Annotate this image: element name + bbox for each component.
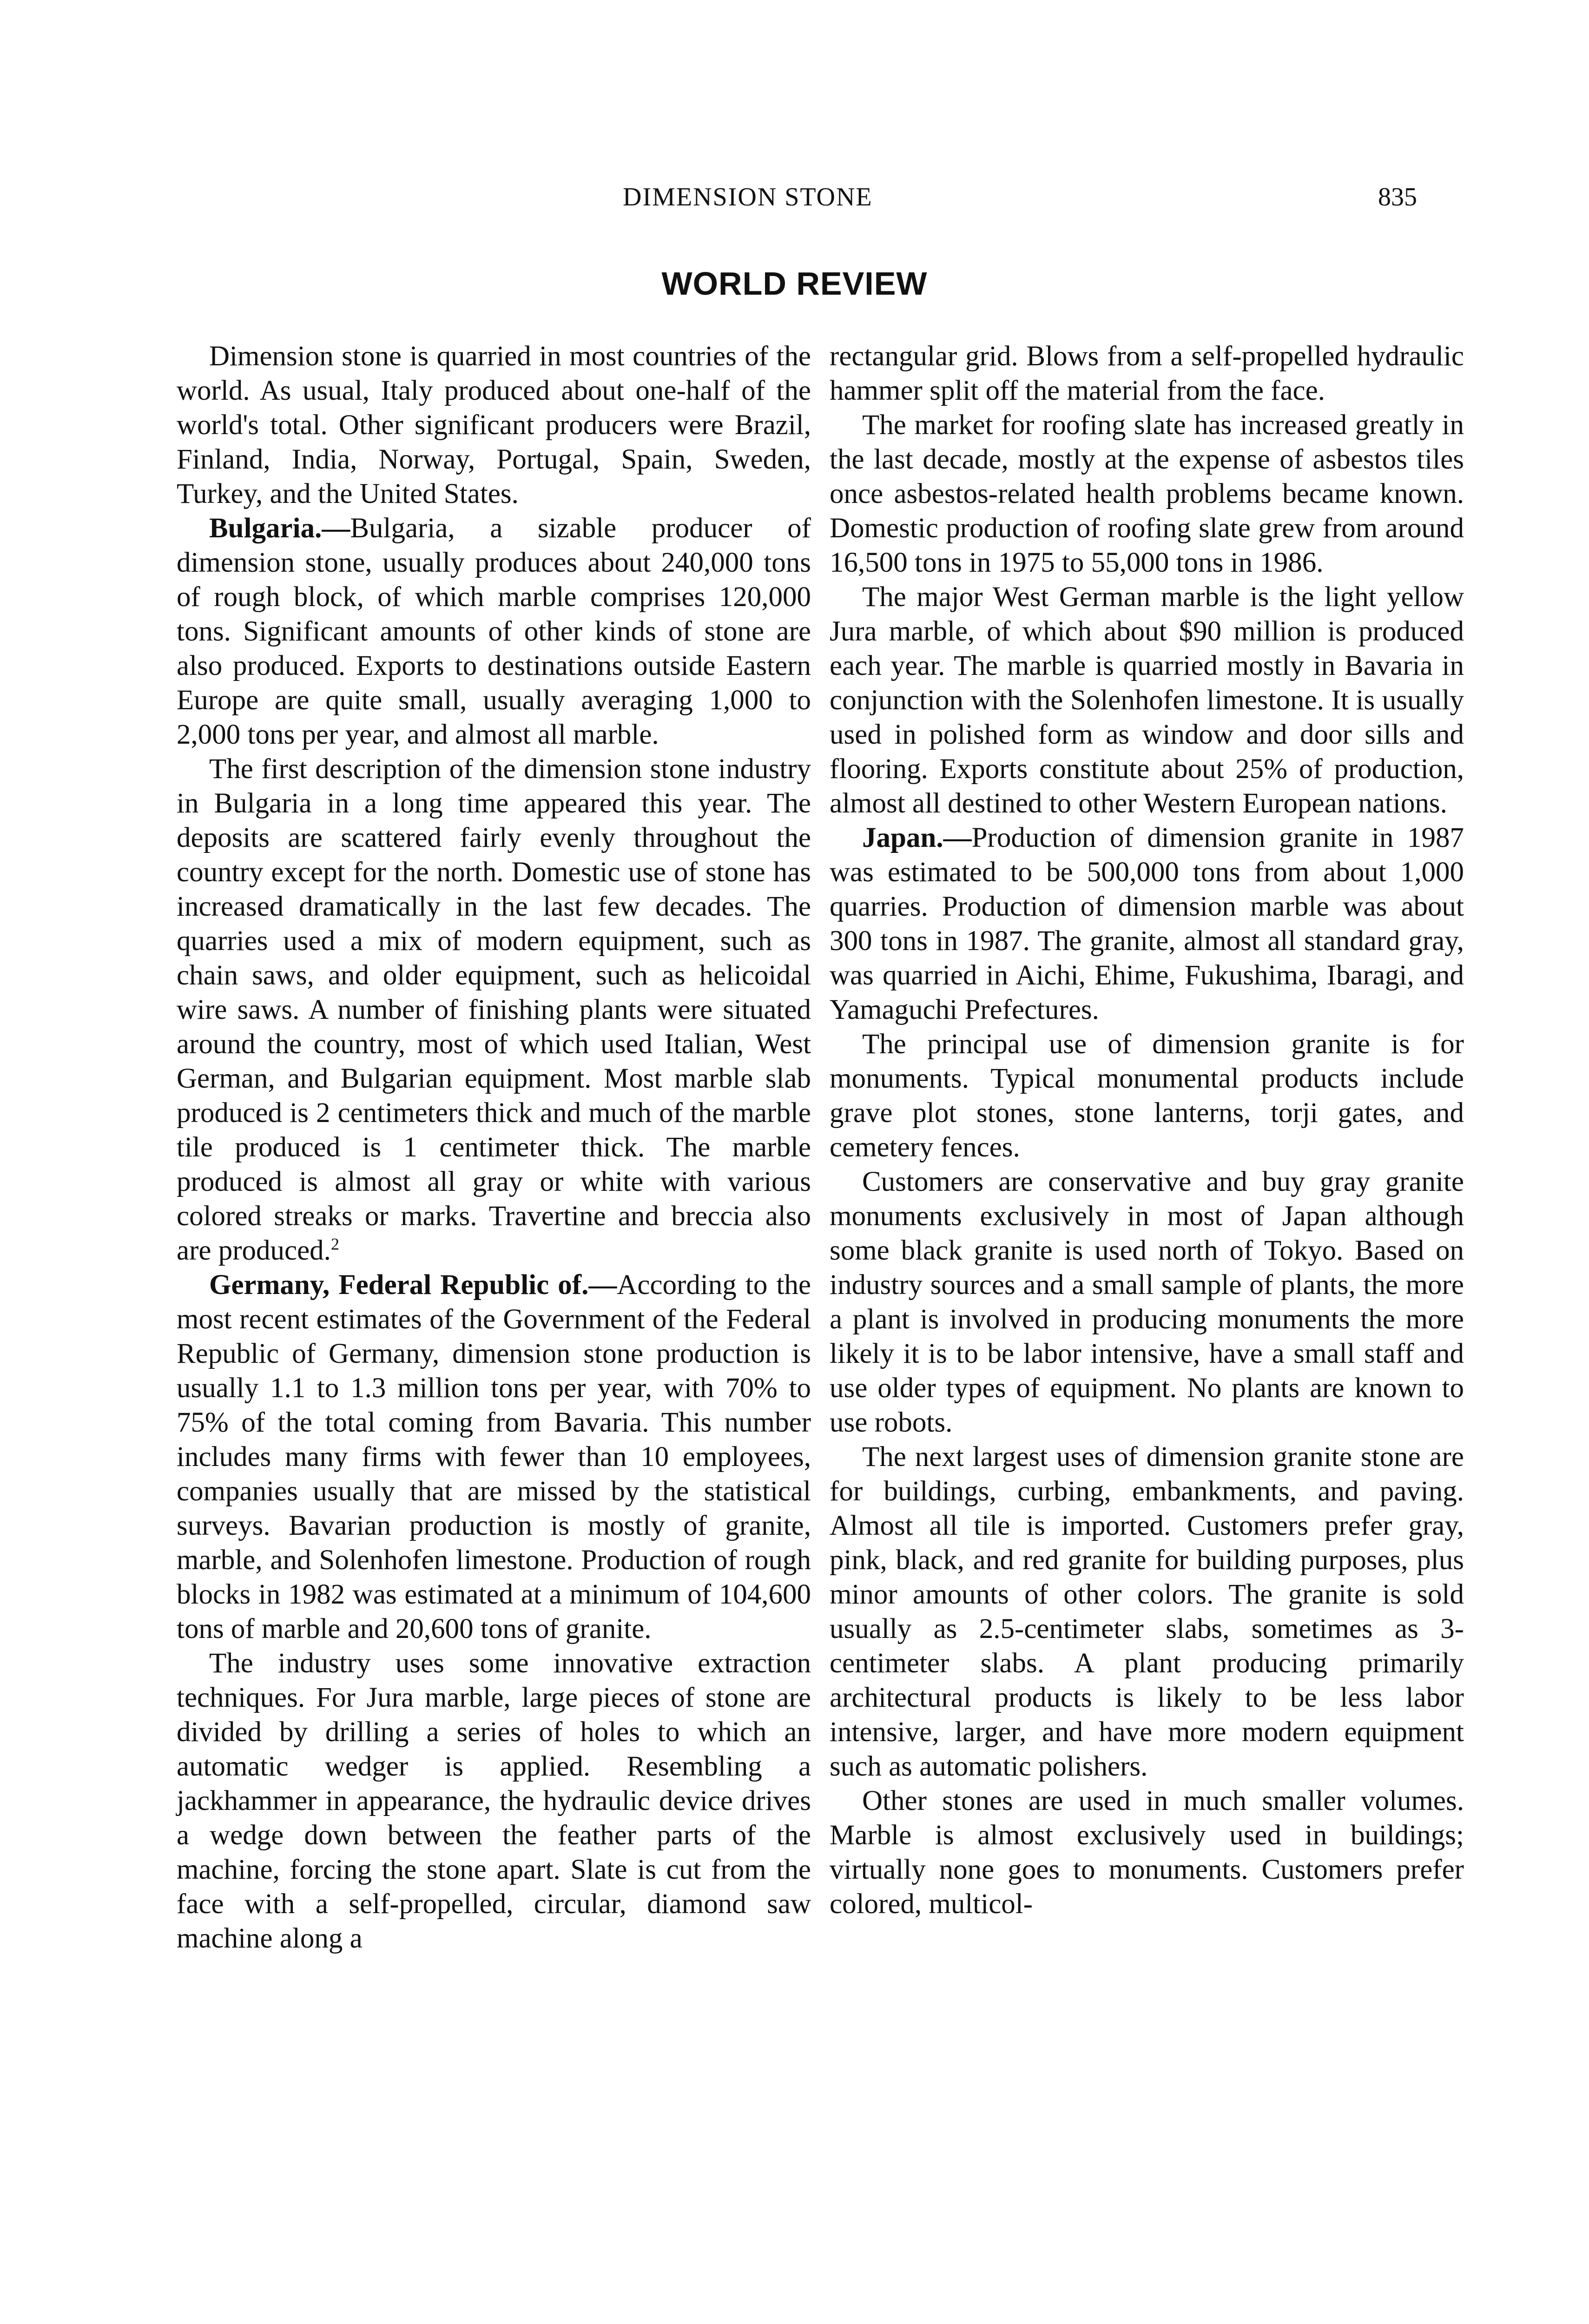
right-column: [830, 339, 1464, 1921]
germany-paragraph-3: The market for roofing slate has increased greatly in the last decade, mostly at the expense of asbestos tiles once asbestos-related health problems became known. Domestic production of roofing slate grew from around 16,500 tons in 1975 to 55,000 tons in 1986.: [830, 409, 1464, 578]
page-number: 835: [1378, 183, 1417, 211]
japan-paragraph-5: Other stones are used in much smaller volumes. Marble is almost exclusively used in buildings; virtually none goes to monuments. Customers prefer colored, multicol-: [830, 1785, 1464, 1920]
section-heading: WORLD REVIEW: [661, 265, 928, 302]
japan-paragraph-1: [830, 821, 1464, 1027]
germany-heading: Germany, Federal Republic of.—: [209, 1269, 617, 1301]
bulgaria-paragraph-1: [177, 511, 811, 752]
germany-paragraph-4: The major West German marble is the light yellow Jura marble, of which about $90 million is produced each year. The marble is quarried mostly in Bavaria in conjunction with the Solenhofen limestone. It is usually used in polished form as window and door sills and flooring. Exports constitute about 25% of production, almost all destined to other Western European nations.: [830, 581, 1464, 819]
bulgaria-paragraph-2-text: The first description of the dimension stone industry in Bulgaria in a long time appeared this year. The deposits are scattered fairly evenly throughout the country except for the north. Domestic use of stone has increased dramatically in the last few decades. The quarries used a mix of modern equipment, such as chain saws, and older equipment, such as helicoidal wire saws. A number of finishing plants were situated around the country, most of which used Italian, West German, and Bulgarian equipment. Most marble slab produced is 2 centimeters thick and much of the marble tile produced is 1 centimeter thick. The marble produced is almost all gray or white with various colored streaks or marks. Travertine and breccia also are produced.: [177, 753, 811, 1266]
japan-heading: Japan.—: [862, 822, 972, 853]
japan-paragraph-2: The principal use of dimension granite is for monuments. Typical monumental products include grave plot stones, stone lanterns, torji gates, and cemetery fences.: [830, 1029, 1464, 1163]
japan-paragraph-3: Customers are conservative and buy gray granite monuments exclusively in most of Japan although some black granite is used north of Tokyo. Based on industry sources and a small sample of plants, the more a plant is involved in producing monuments the more likely it is to be labor intensive, have a small staff and use older types of equipment. No plants are known to use robots.: [830, 1166, 1464, 1438]
footnote-marker: 2: [330, 1235, 339, 1254]
intro-paragraph: Dimension stone is quarried in most countries of the world. As usual, Italy produced about one-half of the world's total. Other significant producers were Brazil, Finland, India, Norway, Portugal, Spain, Sweden, Turkey, and the United States.: [177, 341, 811, 509]
germany-paragraph-1: [177, 1268, 811, 1646]
bulgaria-paragraph-2: [177, 752, 811, 1268]
left-column: [177, 339, 811, 1956]
germany-paragraph-2-continued: rectangular grid. Blows from a self-propelled hydraulic hammer split off the material from the face.: [830, 341, 1464, 406]
bulgaria-paragraph-1-text: Bulgaria, a sizable producer of dimension stone, usually produces about 240,000 tons of rough block, of which marble comprises 120,000 tons. Significant amounts of other kinds of stone are also produced. Exports to destinations outside Eastern Europe are quite small, usually averaging 1,000 to 2,000 tons per year, and almost all marble.: [177, 513, 811, 750]
bulgaria-heading: Bulgaria.—: [209, 513, 350, 544]
japan-paragraph-1-text: Production of dimension granite in 1987 was estimated to be 500,000 tons from about 1,000 quarries. Production of dimension marble was about 300 tons in 1987. The granite, almost all standard gray, was quarried in Aichi, Ehime, Fukushima, Ibaragi, and Yamaguchi Prefectures.: [830, 822, 1464, 1025]
germany-paragraph-2: The industry uses some innovative extraction techniques. For Jura marble, large pieces of stone are divided by drilling a series of holes to which an automatic wedger is applied. Resembling a jackhammer in appearance, the hydraulic device drives a wedge down between the feather parts of the machine, forcing the stone apart. Slate is cut from the face with a self-propelled, circular, diamond saw machine along a: [177, 1648, 811, 1954]
japan-paragraph-4: The next largest uses of dimension granite stone are for buildings, curbing, embankments, and paving. Almost all tile is imported. Customers prefer gray, pink, black, and red granite for building purposes, plus minor amounts of other colors. The granite is sold usually as 2.5-centimeter slabs, sometimes as 3-centimeter slabs. A plant producing primarily architectural products is likely to be less labor intensive, larger, and have more modern equipment such as automatic polishers.: [830, 1441, 1464, 1782]
germany-paragraph-1-text: According to the most recent estimates of the Government of the Federal Republic of Germany, dimension stone production is usually 1.1 to 1.3 million tons per year, with 70% to 75% of the total coming from Bavaria. This number includes many firms with fewer than 10 employees, companies usually that are missed by the statistical surveys. Bavarian production is mostly of granite, marble, and Solenhofen limestone. Production of rough blocks in 1982 was estimated at a minimum of 104,600 tons of marble and 20,600 tons of granite.: [177, 1269, 811, 1644]
running-head: DIMENSION STONE: [623, 183, 873, 211]
